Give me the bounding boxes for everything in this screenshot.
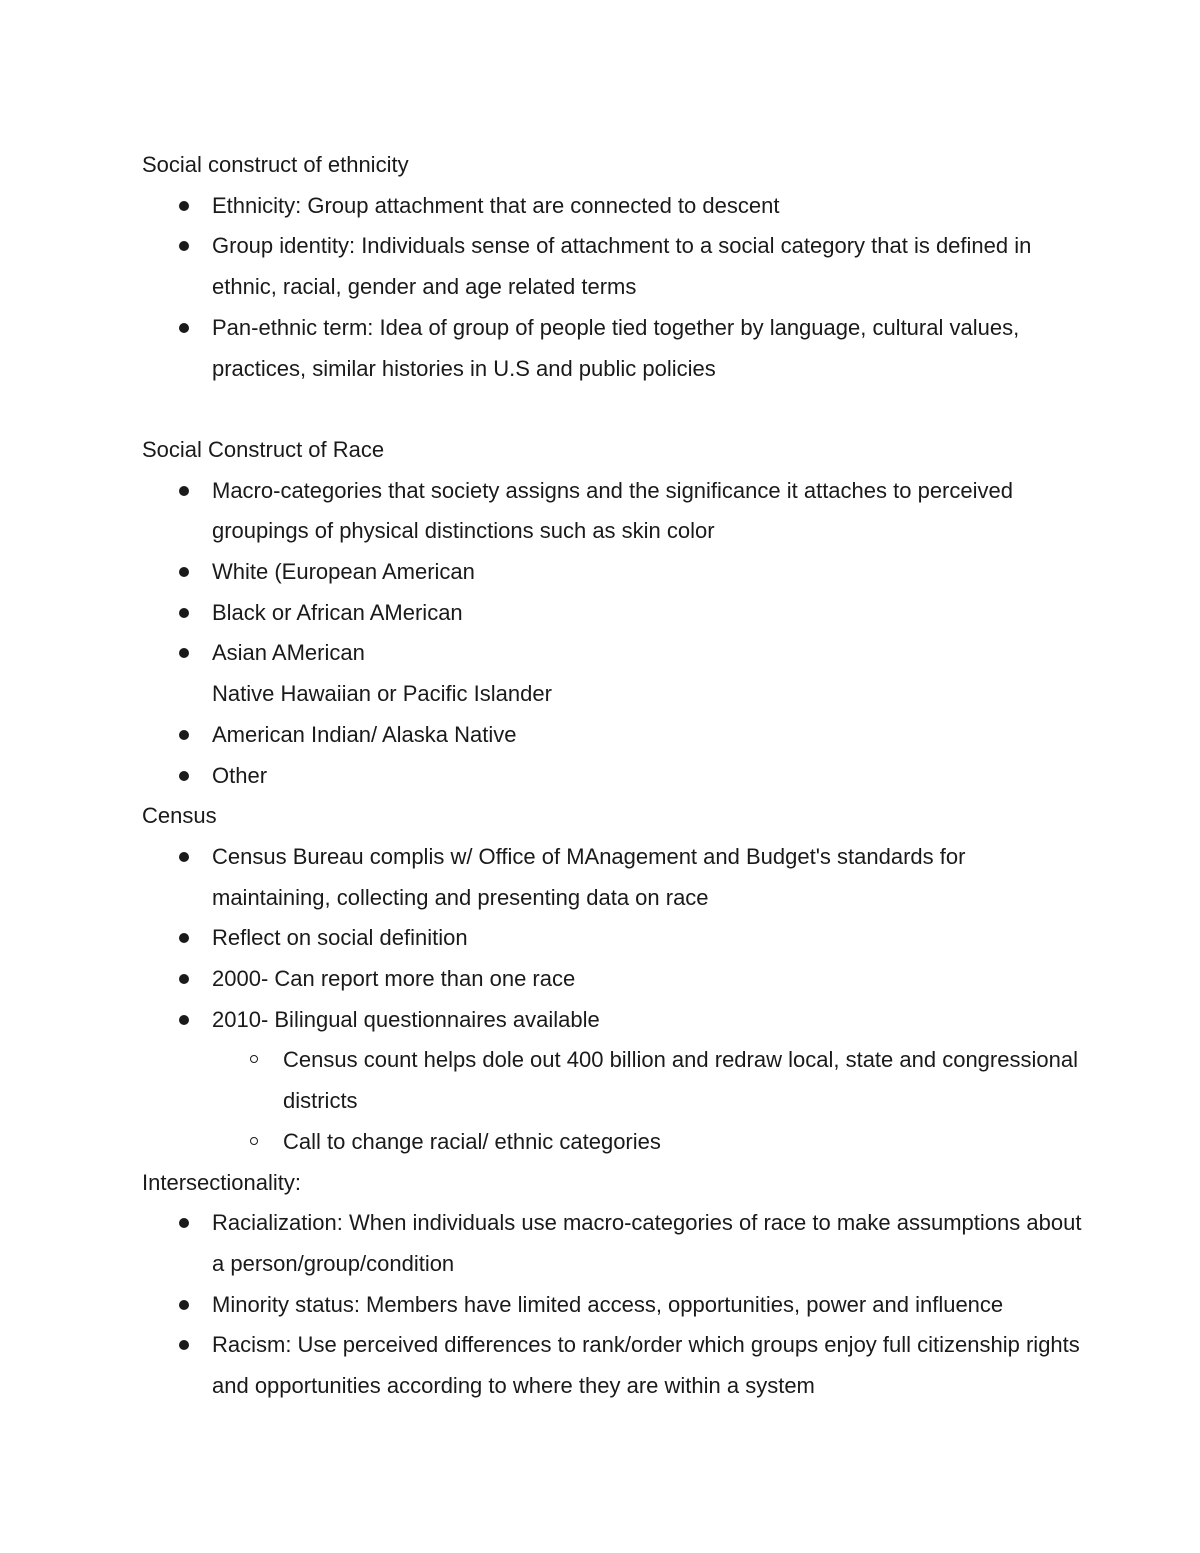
- list-item: Macro-categories that society assigns and the significance it attaches to perceived groupings of physical distinctions such as skin color: [212, 471, 1082, 552]
- list-item: Racialization: When individuals use macro-categories of race to make assumptions about a person/group/condition: [212, 1203, 1082, 1284]
- bullet-icon: [179, 1340, 189, 1350]
- section-heading-ethnicity: Social construct of ethnicity: [142, 152, 409, 177]
- bullet-icon: [179, 323, 189, 333]
- bullet-icon: [179, 771, 189, 781]
- list-item: 2000- Can report more than one race: [212, 959, 1082, 1000]
- document-body: [142, 145, 1082, 1407]
- hollow-bullet-icon: [250, 1055, 258, 1063]
- list-item: American Indian/ Alaska Native: [212, 715, 1082, 756]
- bullet-icon: [179, 974, 189, 984]
- ethnicity-list: [142, 186, 1082, 390]
- race-list: [142, 471, 1082, 797]
- list-item: Black or African AMerican: [212, 593, 1082, 634]
- list-item: Group identity: Individuals sense of attachment to a social category that is defined in ethnic, racial, gender and age related terms: [212, 226, 1082, 307]
- sub-list-item: Call to change racial/ ethnic categories: [283, 1122, 1082, 1163]
- section-heading-census: Census: [142, 803, 217, 829]
- list-item: Asian AMerican: [212, 633, 1082, 674]
- list-item: Other: [212, 756, 1082, 797]
- bullet-icon: [179, 201, 189, 211]
- section-heading-intersectionality: Intersectionality:: [142, 1169, 301, 1195]
- bullet-icon: [179, 241, 189, 251]
- list-item: Minority status: Members have limited access, opportunities, power and influence: [212, 1285, 1082, 1326]
- bullet-icon: [179, 567, 189, 577]
- section-heading-race: Social Construct of Race: [142, 436, 385, 462]
- blank-line: [142, 389, 1082, 430]
- census-list: [142, 837, 1082, 1163]
- list-item: Racism: Use perceived differences to rank/order which groups enjoy full citizenship rights and opportunities according to where they are within a system: [212, 1325, 1082, 1406]
- list-item: Ethnicity: Group attachment that are connected to descent: [212, 186, 1082, 227]
- bullet-icon: [179, 486, 189, 496]
- list-item: Native Hawaiian or Pacific Islander: [212, 681, 552, 707]
- bullet-icon: [179, 1300, 189, 1310]
- bullet-icon: [179, 730, 189, 740]
- list-item: Reflect on social definition: [212, 918, 1082, 959]
- list-item: White (European American: [212, 552, 1082, 593]
- bullet-icon: [179, 852, 189, 862]
- bullet-icon: [179, 1015, 189, 1025]
- list-item: Pan-ethnic term: Idea of group of people tied together by language, cultural values, practices, similar histories in U.S and public policies: [212, 308, 1082, 389]
- bullet-icon: [179, 1218, 189, 1228]
- bullet-icon: [179, 933, 189, 943]
- hollow-bullet-icon: [250, 1137, 258, 1145]
- list-item: 2010- Bilingual questionnaires available Census count helps dole out 400 billion and redraw local, state and congressional districts Call to change racial/ ethnic categories: [212, 1000, 1082, 1163]
- census-sublist: [212, 1040, 1082, 1162]
- intersectionality-list: [142, 1203, 1082, 1407]
- bullet-icon: [179, 648, 189, 658]
- sub-list-item: Census count helps dole out 400 billion and redraw local, state and congressional districts: [283, 1040, 1082, 1121]
- bullet-icon: [179, 608, 189, 618]
- list-item: Census Bureau complis w/ Office of MAnagement and Budget's standards for maintaining, collecting and presenting data on race: [212, 837, 1082, 918]
